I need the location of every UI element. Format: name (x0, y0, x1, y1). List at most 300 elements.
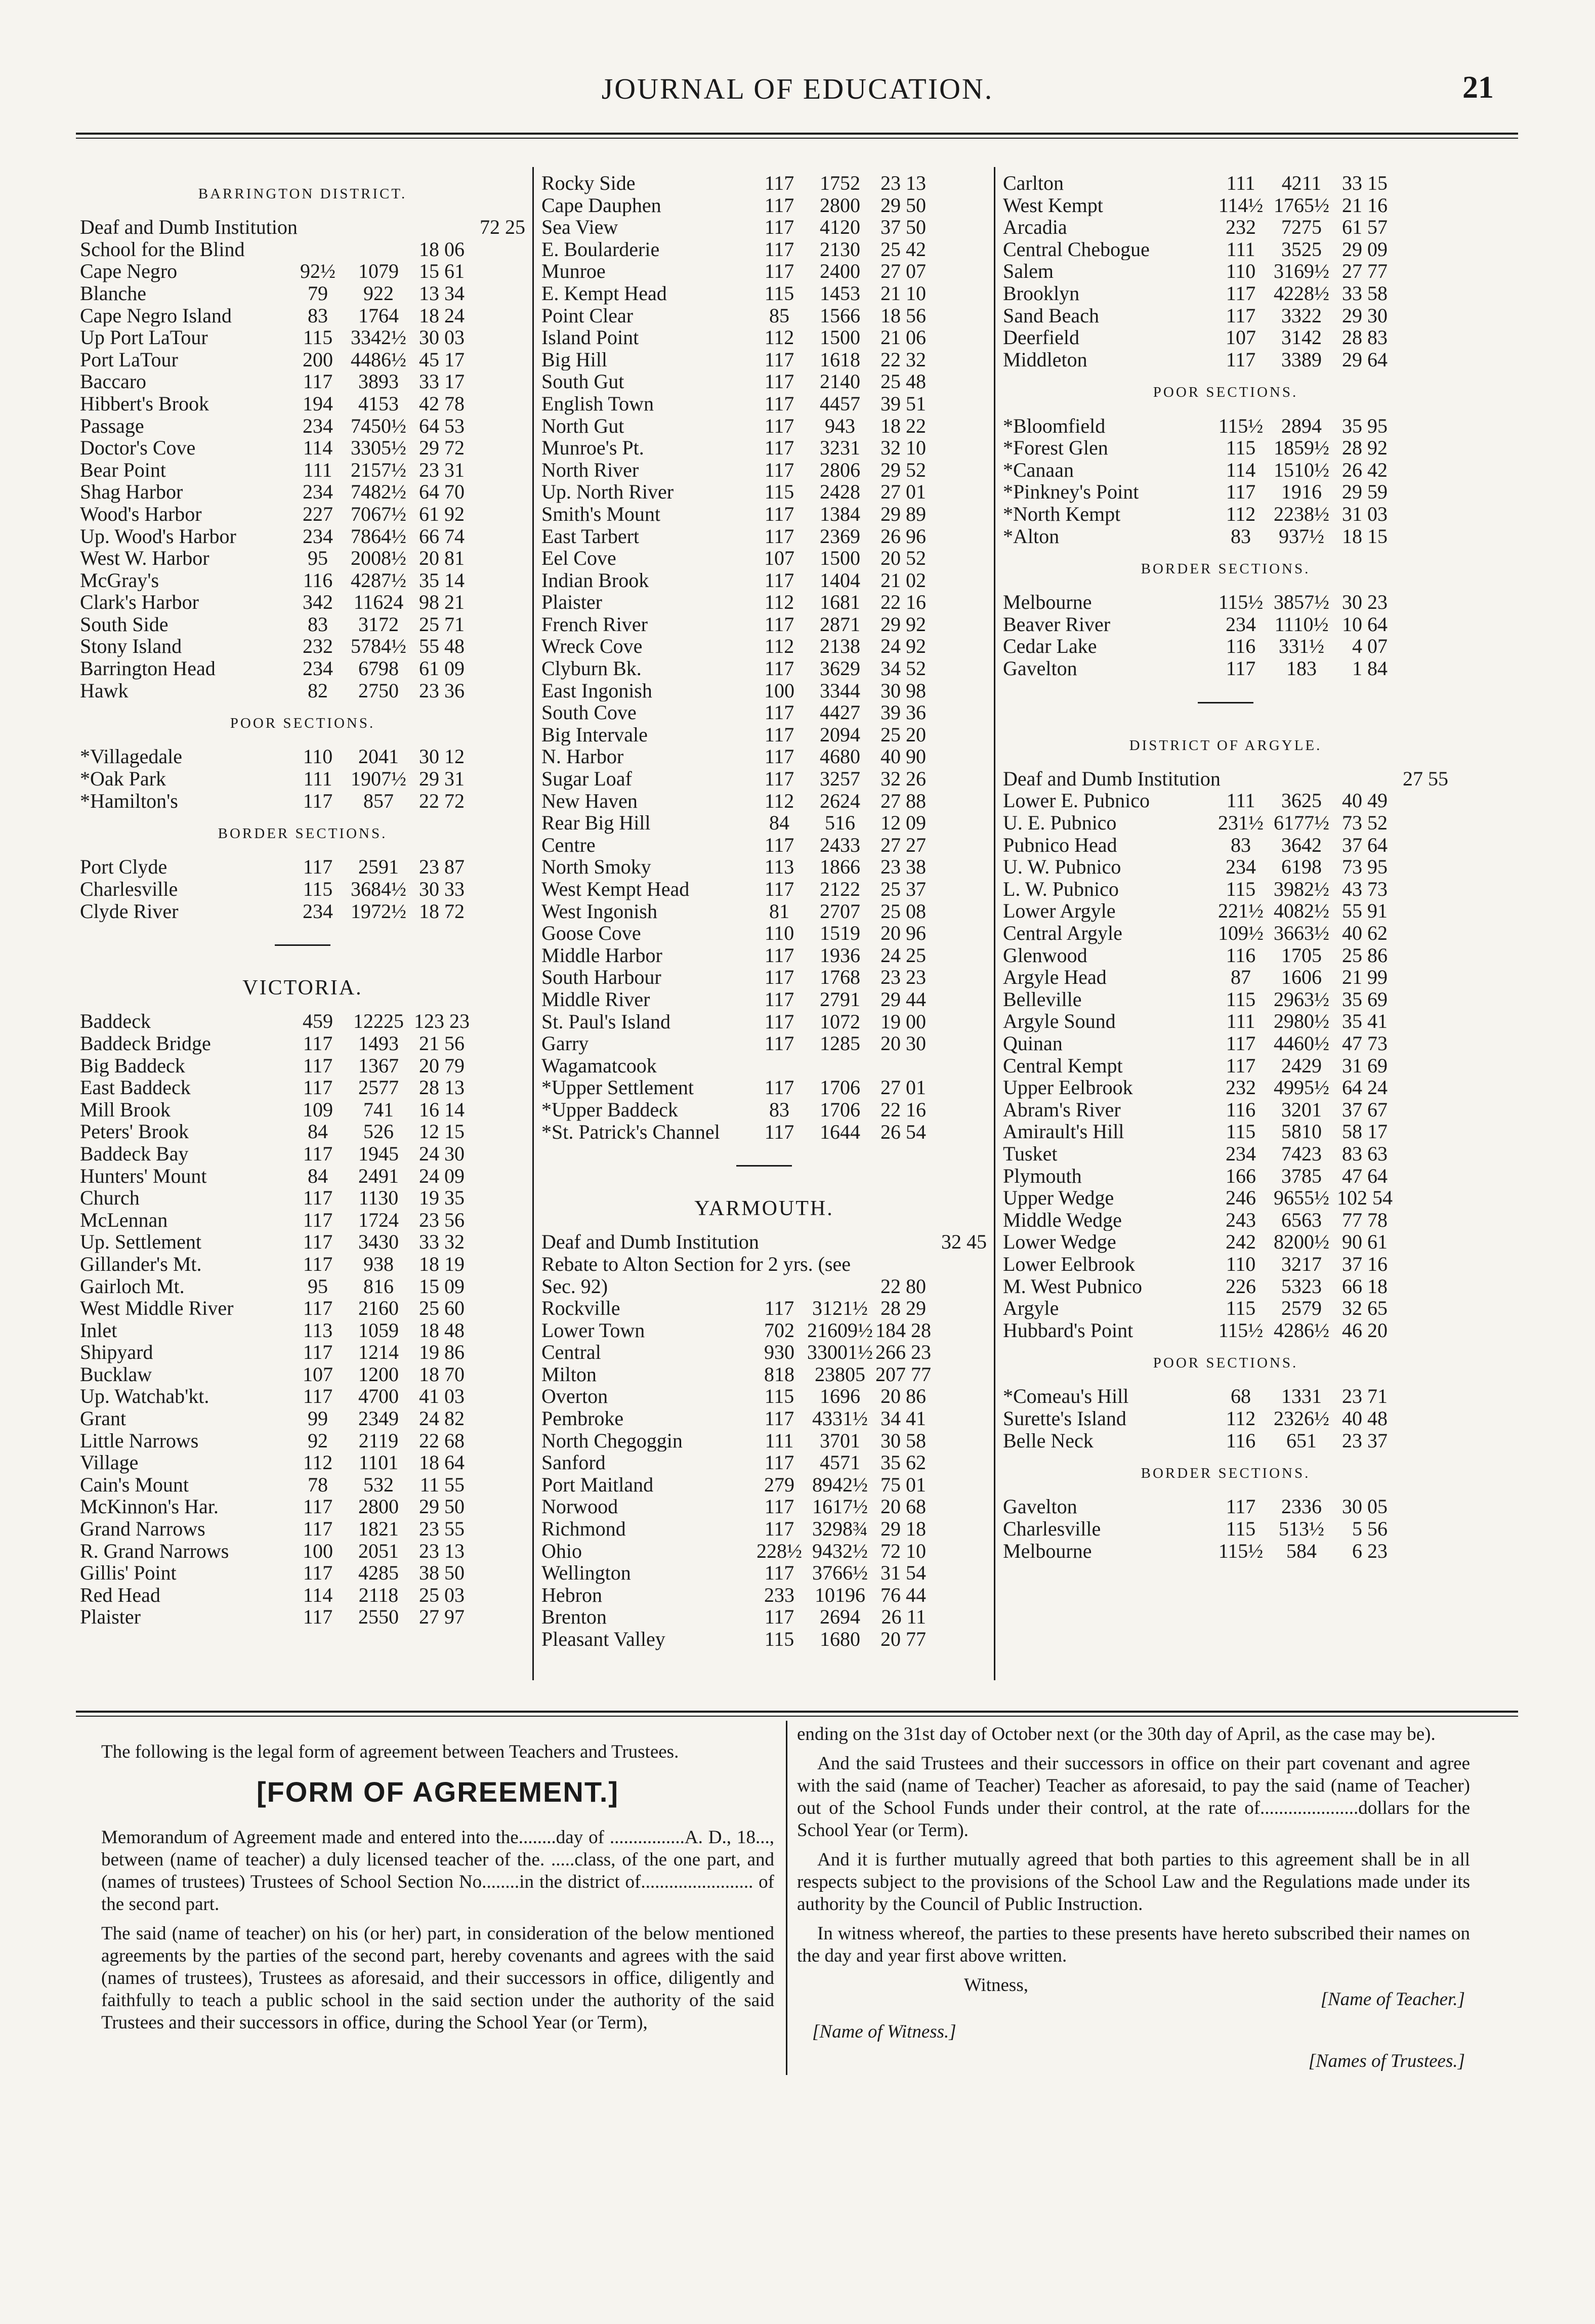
school-section-name: Wellington (541, 1562, 631, 1584)
cell-attendance: 2336 (1281, 1495, 1322, 1518)
school-section-name: West Kempt Head (541, 878, 690, 900)
cell-days: 234 (303, 899, 333, 923)
table-row (80, 1209, 525, 1231)
table-row (80, 1540, 525, 1562)
cell-attendance: 2122 (820, 878, 860, 900)
cell-attendance: 2157½ (351, 458, 406, 481)
school-section-name: Sugar Loaf (541, 768, 632, 790)
cell-grant: 34 52 (880, 657, 926, 680)
cell-grant: 27 88 (880, 789, 926, 812)
cell-grant: 20 96 (880, 922, 926, 945)
school-section-name: Indian Brook (541, 569, 649, 592)
school-section-name: Munroe's Pt. (541, 437, 644, 459)
cell-grant: 11 55 (419, 1473, 465, 1496)
table-row (541, 1099, 987, 1121)
cell-attendance: 3344 (820, 679, 860, 702)
table-row (1003, 944, 1448, 967)
cell-days: 117 (764, 568, 794, 592)
table-row (541, 1275, 987, 1298)
cell-attendance: 4082½ (1274, 899, 1329, 923)
cell-days: 117 (764, 1032, 794, 1055)
cell-grant: 66 74 (419, 524, 465, 548)
cell-grant: 83 63 (1342, 1142, 1388, 1165)
cell-days: 234 (303, 414, 333, 437)
cell-grant: 32 45 (941, 1230, 987, 1254)
school-section-name: Glenwood (1003, 944, 1087, 967)
cell-grant: 39 51 (880, 392, 926, 415)
cell-attendance: 1764 (358, 304, 399, 327)
district-heading: YARMOUTH. (694, 1197, 834, 1221)
cell-days: 117 (764, 1120, 794, 1143)
cell-grant: 21 56 (419, 1031, 465, 1055)
cell-days: 117 (303, 1605, 333, 1629)
cell-days: 114 (1226, 458, 1256, 481)
cell-attendance: 1821 (358, 1517, 399, 1541)
cell-days: 112 (764, 789, 794, 812)
table-row (1003, 1518, 1448, 1540)
cell-days: 110 (1226, 260, 1256, 283)
table-row (80, 657, 525, 680)
table-row (541, 1584, 987, 1606)
cell-days: 107 (1226, 326, 1256, 349)
school-section-name: Central Argyle (1003, 922, 1122, 944)
cell-days: 87 (1231, 966, 1251, 989)
cell-grant: 19 35 (419, 1186, 465, 1210)
cell-days: 117 (303, 1385, 333, 1408)
table-row (80, 745, 525, 768)
table-row (80, 1496, 525, 1518)
agreement-title: [FORM OF AGREEMENT.] (256, 1776, 619, 1808)
cell-attendance: 5784½ (351, 635, 406, 658)
table-row (80, 1253, 525, 1275)
cell-days: 117 (1226, 348, 1256, 371)
school-section-name: Big Intervale (541, 723, 648, 746)
cell-attendance: 7275 (1281, 216, 1322, 239)
table-row (80, 326, 525, 349)
table-row (80, 790, 525, 812)
cell-grant: 47 64 (1342, 1164, 1388, 1187)
cell-days: 117 (764, 502, 794, 525)
table-row (80, 1584, 525, 1606)
cell-grant: 18 48 (419, 1318, 465, 1342)
cell-attendance: 3629 (820, 657, 860, 680)
cell-days: 117 (303, 1208, 333, 1231)
table-row (1003, 1209, 1448, 1231)
school-section-name: Inlet (80, 1319, 117, 1342)
cell-attendance: 1768 (820, 966, 860, 989)
school-section-name: Clyde River (80, 900, 179, 923)
cell-attendance: 2980½ (1274, 1010, 1329, 1033)
school-section-name: U. W. Pubnico (1003, 856, 1121, 878)
school-section-name: Wood's Harbor (80, 503, 202, 525)
school-section-name: North Chegoggin (541, 1429, 683, 1452)
cell-days: 117 (764, 172, 794, 194)
table-row (1003, 988, 1448, 1011)
table-row (541, 216, 987, 238)
cell-grant: 29 89 (880, 502, 926, 525)
cell-days: 117 (303, 1054, 333, 1077)
cell-days: 114½ (1218, 193, 1264, 217)
table-row (1003, 657, 1448, 680)
cell-days: 117 (764, 1297, 794, 1320)
cell-days: 117 (764, 1010, 794, 1033)
school-section-name: Sea View (541, 216, 618, 238)
school-section-name: Plaister (541, 591, 602, 613)
cell-days: 115½ (1218, 1318, 1264, 1342)
table-row (80, 525, 525, 548)
table-row (541, 569, 987, 592)
table-row (541, 326, 987, 349)
table-row (541, 1407, 987, 1430)
signature-teacher: [Name of Teacher.] (1320, 1989, 1465, 2010)
cell-attendance: 1059 (358, 1318, 399, 1342)
school-section-name: Milton (541, 1363, 597, 1386)
school-section-name: East Tarbert (541, 525, 640, 548)
table-row (1003, 437, 1448, 459)
table-row (80, 1099, 525, 1121)
table-row (80, 1120, 525, 1143)
agreement-paragraph: And it is further mutually agreed that both parties to this agreement shall be in all respects subject to the provisions of the School Law and the Regulations made under its authority by the Council of Public Instruction. (797, 1849, 1470, 1915)
school-section-name: Norwood (541, 1496, 618, 1518)
cell-days: 115½ (1218, 591, 1264, 614)
cell-grant: 40 90 (880, 745, 926, 768)
cell-attendance: 1384 (820, 502, 860, 525)
cell-grant: 23 31 (419, 458, 465, 481)
cell-grant: 18 70 (419, 1362, 465, 1386)
school-section-name: N. Harbor (541, 745, 624, 768)
cell-grant: 26 96 (880, 524, 926, 548)
school-section-name: Amirault's Hill (1003, 1120, 1124, 1143)
school-section-name: Bear Point (80, 459, 166, 481)
cell-days: 112 (764, 591, 794, 614)
cell-grant: 30 33 (419, 878, 465, 900)
school-section-name: Rebate to Alton Section for 2 yrs. (see (541, 1252, 851, 1275)
table-row (80, 1341, 525, 1363)
school-section-name: Point Clear (541, 304, 634, 327)
section-heading: BORDER SECTIONS. (218, 825, 388, 842)
cell-grant: 18 22 (880, 414, 926, 437)
cell-grant: 27 01 (880, 1076, 926, 1099)
table-row (541, 1562, 987, 1584)
table-row (80, 415, 525, 437)
cell-grant: 23 23 (880, 966, 926, 989)
school-section-name: Gavelton (1003, 1496, 1077, 1518)
table-row (1003, 1385, 1448, 1407)
cell-grant: 32 26 (880, 767, 926, 791)
cell-days: 112 (303, 1451, 333, 1474)
cell-attendance: 7067½ (351, 502, 406, 525)
cell-days: 117 (303, 1230, 333, 1254)
table-row (80, 1187, 525, 1209)
table-row (541, 1231, 987, 1253)
cell-grant: 35 69 (1342, 987, 1388, 1011)
table-row (1003, 613, 1448, 636)
table-row (80, 437, 525, 459)
cell-grant: 37 67 (1342, 1098, 1388, 1121)
table-row (1003, 1231, 1448, 1253)
column-divider (994, 167, 995, 1680)
cell-days: 117 (764, 436, 794, 460)
cell-days: 117 (764, 878, 794, 900)
cell-grant: 98 21 (419, 591, 465, 614)
cell-grant: 23 87 (419, 855, 465, 879)
school-section-name: Lower Argyle (1003, 900, 1116, 922)
school-section-name: East Baddeck (80, 1076, 191, 1099)
cell-attendance: 331½ (1279, 635, 1324, 658)
cell-days: 95 (308, 547, 328, 570)
cell-days: 114 (303, 436, 333, 460)
cell-attendance: 21609½ (807, 1318, 873, 1342)
cell-days: 246 (1226, 1186, 1256, 1210)
cell-grant: 35 14 (419, 568, 465, 592)
cell-grant: 23 71 (1342, 1385, 1388, 1408)
cell-attendance: 1285 (820, 1032, 860, 1055)
cell-days: 117 (764, 458, 794, 481)
table-column-middle (541, 172, 987, 1650)
table-row (541, 922, 987, 944)
cell-attendance: 1765½ (1274, 193, 1329, 217)
table-row (541, 966, 987, 988)
cell-attendance: 1500 (820, 547, 860, 570)
school-section-name: Grant (80, 1407, 127, 1430)
cell-days: 84 (769, 811, 789, 835)
table-row (1003, 900, 1448, 922)
school-section-name: Munroe (541, 260, 606, 282)
cell-grant: 32 10 (880, 436, 926, 460)
cell-attendance: 6563 (1281, 1208, 1322, 1231)
running-header: JOURNAL OF EDUCATION. (601, 72, 994, 105)
cell-attendance: 2806 (820, 458, 860, 481)
cell-grant: 25 42 (880, 237, 926, 261)
cell-attendance: 11624 (353, 591, 404, 614)
school-section-name: North River (541, 459, 639, 481)
cell-days: 83 (1231, 524, 1251, 548)
cell-grant: 47 73 (1342, 1031, 1388, 1055)
school-section-name: Doctor's Cove (80, 437, 196, 459)
cell-grant: 20 81 (419, 547, 465, 570)
cell-grant: 61 57 (1342, 216, 1388, 239)
school-section-name: Grand Narrows (80, 1518, 205, 1540)
cell-attendance: 3342½ (351, 326, 406, 349)
school-section-name: Belle Neck (1003, 1429, 1094, 1452)
cell-grant: 20 68 (880, 1495, 926, 1518)
cell-grant: 25 48 (880, 370, 926, 393)
table-row (1003, 768, 1448, 790)
cell-attendance: 3201 (1281, 1098, 1322, 1121)
cell-attendance: 2130 (820, 237, 860, 261)
table-row (1003, 459, 1448, 481)
cell-grant: 184 28 (875, 1318, 931, 1342)
cell-attendance: 3684½ (351, 878, 406, 900)
school-section-name: Gavelton (1003, 657, 1077, 680)
table-row (1003, 525, 1448, 548)
table-row (1003, 834, 1448, 856)
table-row (541, 988, 987, 1011)
cell-attendance: 2750 (358, 679, 399, 702)
cell-grant: 43 73 (1342, 877, 1388, 900)
signature-witness: [Name of Witness.] (812, 2021, 956, 2042)
cell-grant: 18 15 (1342, 524, 1388, 548)
cell-attendance: 9655½ (1274, 1186, 1329, 1210)
cell-attendance: 3142 (1281, 326, 1322, 349)
school-section-name: *Oak Park (80, 768, 166, 790)
cell-attendance: 1101 (358, 1451, 399, 1474)
cell-grant: 66 18 (1342, 1274, 1388, 1298)
cell-attendance: 6198 (1281, 855, 1322, 879)
cell-days: 232 (1226, 1076, 1256, 1099)
school-section-name: Smith's Mount (541, 503, 661, 525)
table-row (1003, 238, 1448, 261)
cell-days: 227 (303, 502, 333, 525)
school-section-name: Hebron (541, 1584, 602, 1606)
cell-grant: 27 27 (880, 833, 926, 856)
school-section-name: Up. Watchab'kt. (80, 1385, 209, 1408)
cell-days: 78 (308, 1473, 328, 1496)
cell-grant: 18 24 (419, 304, 465, 327)
cell-grant: 23 36 (419, 679, 465, 702)
cell-days: 115 (1226, 877, 1256, 900)
cell-grant: 20 79 (419, 1054, 465, 1077)
school-section-name: *Villagedale (80, 745, 182, 768)
school-section-name: Pembroke (541, 1407, 624, 1430)
cell-days: 459 (303, 1010, 333, 1033)
table-row (80, 1363, 525, 1386)
cell-days: 112 (1226, 502, 1256, 525)
cell-grant: 33 17 (419, 370, 465, 393)
table-row (1003, 1076, 1448, 1099)
table-row (1003, 812, 1448, 834)
school-section-name: *Comeau's Hill (1003, 1385, 1129, 1408)
cell-attendance: 2433 (820, 833, 860, 856)
table-row (541, 393, 987, 415)
cell-grant: 38 50 (419, 1561, 465, 1585)
cell-attendance: 4153 (358, 392, 399, 415)
cell-grant: 22 68 (419, 1429, 465, 1452)
table-row (541, 525, 987, 548)
cell-days: 111 (1226, 1010, 1255, 1033)
school-section-name: *North Kempt (1003, 503, 1121, 525)
table-row (80, 900, 525, 923)
table-row (1003, 591, 1448, 613)
cell-grant: 5 56 (1352, 1517, 1388, 1541)
school-section-name: Tusket (1003, 1142, 1058, 1165)
cell-grant: 30 58 (880, 1429, 926, 1452)
table-row (541, 790, 987, 812)
school-section-name: Shipyard (80, 1341, 153, 1363)
cell-days: 233 (764, 1583, 794, 1606)
table-row (80, 1297, 525, 1319)
school-section-name: E. Boularderie (541, 238, 660, 261)
table-row (80, 856, 525, 878)
table-row (541, 834, 987, 856)
cell-attendance: 937½ (1279, 524, 1324, 548)
cell-attendance: 3172 (358, 612, 399, 636)
school-section-name: Garry (541, 1032, 589, 1055)
table-row (80, 1055, 525, 1077)
cell-attendance: 2894 (1281, 414, 1322, 437)
school-section-name: Goose Cove (541, 922, 641, 944)
cell-attendance: 1110½ (1274, 612, 1329, 636)
table-row (1003, 1010, 1448, 1032)
table-row (541, 1011, 987, 1033)
school-section-name: East Ingonish (541, 679, 652, 702)
cell-days: 117 (303, 1076, 333, 1099)
cell-days: 83 (769, 1098, 789, 1121)
cell-attendance: 2051 (358, 1539, 399, 1562)
table-row (541, 1385, 987, 1407)
cell-days: 116 (1226, 1098, 1256, 1121)
cell-attendance: 33001½ (807, 1341, 873, 1364)
school-section-name: L. W. Pubnico (1003, 878, 1119, 900)
cell-attendance: 7482½ (351, 480, 406, 504)
school-section-name: Lower Town (541, 1319, 645, 1342)
school-section-name: Quinan (1003, 1032, 1063, 1055)
cell-attendance: 3857½ (1274, 591, 1329, 614)
table-row (541, 1451, 987, 1474)
school-section-name: M. West Pubnico (1003, 1275, 1142, 1298)
cell-attendance: 10196 (815, 1583, 865, 1606)
cell-days: 81 (769, 899, 789, 923)
table-row (541, 1297, 987, 1319)
cell-grant: 35 95 (1342, 414, 1388, 437)
school-section-name: Argyle Head (1003, 966, 1107, 988)
school-section-name: Lower Eelbrook (1003, 1253, 1136, 1275)
cell-attendance: 2429 (1281, 1054, 1322, 1077)
table-row (541, 547, 987, 569)
agreement-right (797, 1723, 1470, 2096)
school-section-name: Middleton (1003, 348, 1087, 371)
cell-attendance: 2238½ (1274, 502, 1329, 525)
cell-grant: 25 03 (419, 1583, 465, 1606)
table-row (1003, 305, 1448, 327)
cell-attendance: 7864½ (351, 524, 406, 548)
cell-days: 117 (1226, 304, 1256, 327)
cell-grant: 30 98 (880, 679, 926, 702)
cell-grant: 207 77 (875, 1362, 931, 1386)
cell-attendance: 4120 (820, 216, 860, 239)
school-section-name: South Cove (541, 701, 637, 724)
cell-days: 115½ (1218, 1539, 1264, 1562)
school-section-name: Argyle (1003, 1297, 1059, 1319)
cell-grant: 76 44 (880, 1583, 926, 1606)
cell-attendance: 2094 (820, 723, 860, 746)
agreement-divider (786, 1721, 787, 2075)
school-section-name: *Pinkney's Point (1003, 481, 1139, 503)
school-section-name: McGray's (80, 569, 159, 592)
column-divider (532, 167, 534, 1680)
cell-days: 117 (303, 1297, 333, 1320)
cell-grant: 23 56 (419, 1208, 465, 1231)
cell-days: 226 (1226, 1274, 1256, 1298)
table-row (541, 1032, 987, 1055)
school-section-name: Wagamatcook (541, 1054, 657, 1077)
school-section-name: Sec. 92) (541, 1275, 608, 1298)
table-row (541, 1253, 987, 1275)
school-section-name: Brooklyn (1003, 282, 1080, 305)
separator-dash (1198, 702, 1253, 703)
cell-grant: 23 13 (419, 1539, 465, 1562)
table-row (541, 635, 987, 657)
school-section-name: New Haven (541, 790, 638, 812)
table-row (80, 1319, 525, 1342)
cell-grant: 55 91 (1342, 899, 1388, 923)
cell-grant: 33 15 (1342, 172, 1388, 194)
table-row (541, 680, 987, 702)
cell-grant: 28 92 (1342, 436, 1388, 460)
school-section-name: Beaver River (1003, 613, 1111, 636)
section-rule-thin (76, 1716, 1518, 1717)
cell-days: 111 (303, 458, 332, 481)
